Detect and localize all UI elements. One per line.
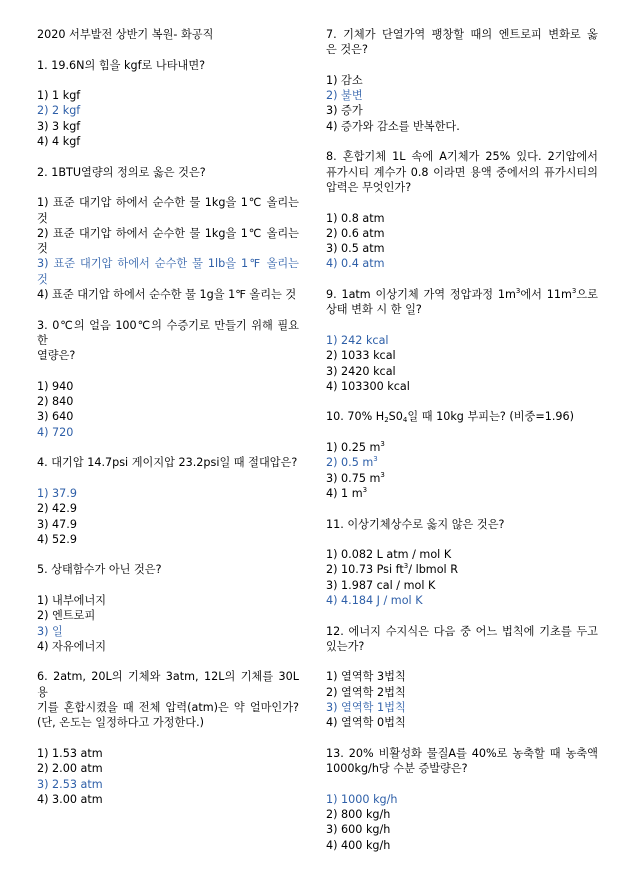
document-title: 2020 서부발전 상반기 복원- 화공직	[37, 28, 214, 41]
question-6: 6. 2atm, 20L의 기체와 3atm, 12L의 기체를 30L 용	[37, 670, 299, 699]
question-13: 13. 20% 비활성화 물질A를 40%로 농축할 때 농축액	[326, 746, 598, 760]
question-10: 10. 70% $H_2S0_4$일 때 10kg 부피는? (비중=1.96)	[326, 410, 575, 425]
option-2-1-cont: 것	[37, 211, 48, 225]
left-column	[37, 27, 299, 807]
option-10-4: 4) 1 $m^3$	[326, 485, 368, 500]
option-2-2: 2) 표준 대기압 하에서 순수한 물 1kg을 1℃ 올리는	[37, 226, 299, 240]
option-4-3: 3) 47.9	[37, 517, 77, 531]
option-2-4: 4) 표준 대기압 하에서 순수한 물 1g을 1℉ 올리는 것	[37, 288, 297, 302]
answer-10-2: 2) 0.5 $m^3$	[326, 455, 378, 470]
answer-5-3: 3) 일	[37, 624, 63, 638]
question-6-cont: 기를 혼합시켰을 때 전체 압력(atm)은 약 얼마인가?	[37, 701, 299, 715]
option-12-4: 4) 열역학 0법칙	[326, 716, 406, 730]
question-3-cont: 열량은?	[37, 349, 76, 363]
option-8-1: 1) 0.8 atm	[326, 211, 385, 225]
option-2-1: 1) 표준 대기압 하에서 순수한 물 1kg을 1℃ 올리는	[37, 196, 299, 210]
option-1-3: 3) 3 kgf	[37, 119, 81, 133]
answer-1-2: 2) 2 kgf	[37, 104, 81, 118]
question-9-cont: 상태 변화 시 한 일?	[326, 303, 422, 317]
question-12: 12. 에너지 수지식은 다음 중 어느 법칙에 기초를 두고	[326, 624, 598, 638]
question-6-note: (단, 온도는 일정하다고 가정한다.)	[37, 716, 205, 730]
option-10-3: 3) 0.75 $m^3$	[326, 470, 385, 485]
question-5: 5. 상태함수가 아닌 것은?	[37, 563, 162, 577]
option-9-4: 4) 103300 kcal	[326, 379, 410, 393]
answer-8-4: 4) 0.4 atm	[326, 257, 385, 271]
question-9: 9. 1atm 이상기체 가역 정압과정 $1m^3$에서 $11m^3$으로	[326, 287, 598, 302]
option-3-3: 3) 640	[37, 410, 74, 424]
option-7-4: 4) 증가와 감소를 반복한다.	[326, 119, 460, 133]
answer-11-4: 4) 4.184 J / mol K	[326, 593, 423, 607]
answer-12-3: 3) 열역학 1법칙	[326, 701, 406, 715]
option-10-1: 1) 0.25 $m^3$	[326, 440, 385, 455]
option-8-3: 3) 0.5 atm	[326, 242, 385, 256]
question-8: 8. 혼합기체 1L 속에 A기체가 25% 있다. 2기압에서	[326, 150, 598, 164]
option-13-4: 4) 400 kg/h	[326, 838, 391, 852]
option-12-1: 1) 열역학 3법칙	[326, 670, 406, 684]
answer-3-4: 4) 720	[37, 425, 74, 439]
question-1: 1. 19.6N의 힘을 kgf로 나타내면?	[37, 58, 206, 72]
question-3: 3. 0℃의 얼음 100℃의 수증기로 만들기 위해 필요한	[37, 318, 299, 347]
option-3-1: 1) 940	[37, 379, 74, 393]
option-6-1: 1) 1.53 atm	[37, 746, 103, 760]
option-5-4: 4) 자유에너지	[37, 639, 107, 653]
option-8-2: 2) 0.6 atm	[326, 226, 385, 240]
option-6-2: 2) 2.00 atm	[37, 762, 103, 776]
question-7-cont: 은 것은?	[326, 43, 368, 57]
answer-13-1: 1) 1000 kg/h	[326, 792, 398, 806]
question-8-cont2: 압력은 무엇인가?	[326, 180, 412, 194]
option-7-1: 1) 감소	[326, 73, 363, 87]
option-7-3: 3) 증가	[326, 104, 363, 118]
question-7: 7. 기체가 단열가역 팽창할 때의 엔트로피 변화로 옳	[326, 28, 598, 41]
answer-7-2: 2) 불변	[326, 89, 363, 103]
question-11: 11. 이상기체상수로 옳지 않은 것은?	[326, 517, 505, 531]
option-12-2: 2) 열역학 2법칙	[326, 685, 406, 699]
option-13-3: 3) 600 kg/h	[326, 823, 391, 837]
option-4-2: 2) 42.9	[37, 502, 77, 516]
option-11-2: 2) 10.73 Psi $ft^3/$ lbmol R	[326, 562, 458, 577]
question-8-cont: 퓨가시티 계수가 0.8 이라면 용액 중에서의 퓨가시티의	[326, 165, 598, 179]
question-13-cont: 1000kg/h당 수분 증발량은?	[326, 762, 468, 776]
option-9-3: 3) 2420 kcal	[326, 364, 396, 378]
option-3-2: 2) 840	[37, 395, 74, 409]
option-4-4: 4) 52.9	[37, 532, 77, 546]
option-1-4: 4) 4 kgf	[37, 135, 81, 149]
option-11-3: 3) 1.987 cal / mol K	[326, 578, 436, 592]
answer-2-3-cont: 것	[37, 272, 48, 286]
answer-6-3: 3) 2.53 atm	[37, 777, 103, 791]
option-5-1: 1) 내부에너지	[37, 593, 107, 607]
option-1-1: 1) 1 kgf	[37, 89, 81, 103]
right-column	[326, 27, 598, 853]
option-11-1: 1) 0.082 L atm / mol K	[326, 548, 452, 562]
option-9-2: 2) 1033 kcal	[326, 349, 396, 363]
option-5-2: 2) 엔트로피	[37, 609, 96, 623]
question-4: 4. 대기압 14.7psi 게이지압 23.2psi일 때 절대압은?	[37, 456, 298, 470]
option-13-2: 2) 800 kg/h	[326, 808, 391, 822]
question-12-cont: 있는가?	[326, 639, 365, 653]
option-6-4: 4) 3.00 atm	[37, 792, 103, 806]
answer-2-3: 3) 표준 대기압 하에서 순수한 물 1lb을 1℉ 올리는	[37, 257, 299, 271]
question-2: 2. 1BTU열량의 정의로 옳은 것은?	[37, 165, 206, 179]
answer-9-1: 1) 242 kcal	[326, 333, 389, 347]
option-2-2-cont: 것	[37, 242, 48, 256]
answer-4-1: 1) 37.9	[37, 486, 77, 500]
